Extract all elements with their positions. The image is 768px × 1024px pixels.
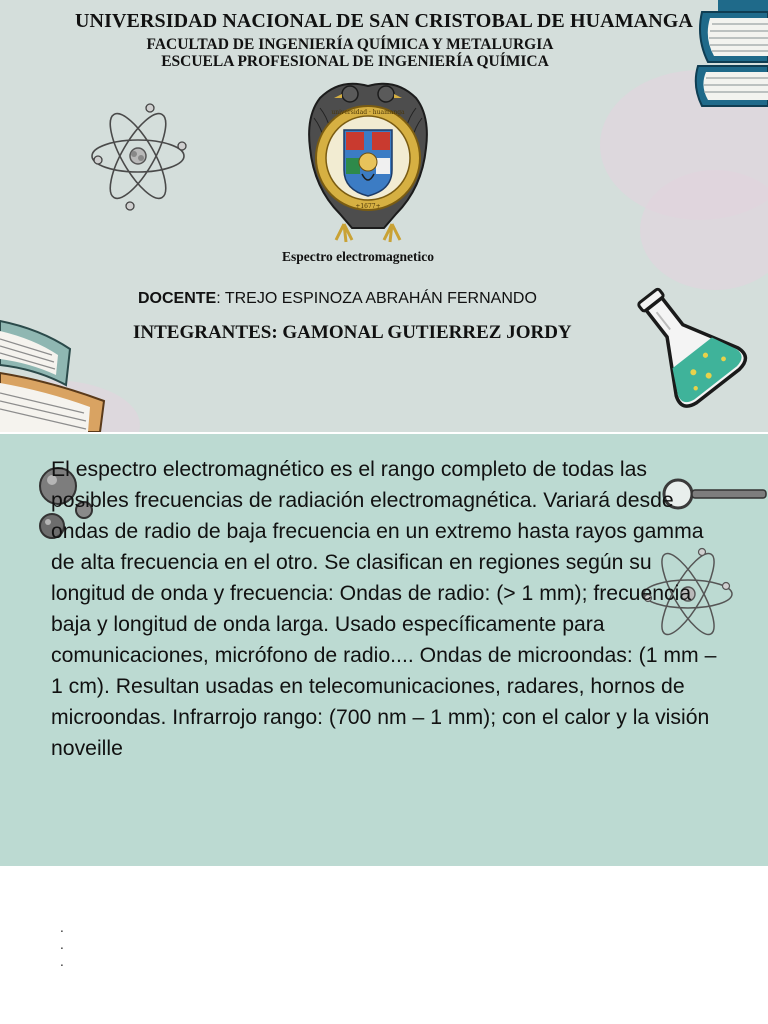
footer-dot: .: [60, 955, 64, 969]
docente-label: DOCENTE: [138, 290, 217, 307]
university-title: UNIVERSIDAD NACIONAL DE SAN CRISTOBAL DE HUAMANGA: [75, 10, 693, 32]
faculty-title: FACULTAD DE INGENIERÍA QUÍMICA Y METALURGIA: [146, 36, 554, 53]
footer-dot: .: [60, 921, 64, 935]
university-seal: [300, 78, 436, 248]
atom-icon: [90, 100, 190, 212]
body-paragraph: El espectro electromagnético es el rango completo de todas las posibles frecuencias de radiación electromagnética. Variará desde ondas de radio de baja frecuencia en un extremo hasta rayos gamma de alta frecuencia en el otro. Se clasifican en regiones según su longitud de onda y frecuencia: Ondas de radio: (> 1 mm); frecuencia baja y longitud de onda larga. Usado específicamente para comunicaciones, micrófono de radio.... Ondas de microondas: (1 mm – 1 cm). Resultan usadas en telecomunicaciones, radares, hornos de microondas. Infrarrojo rango: (700 nm – 1 mm); con el calor y la visión noveille: [51, 458, 717, 760]
seal-lettering: +1677+: [355, 203, 381, 210]
flask-icon: [622, 278, 752, 408]
footer-dots: [60, 920, 70, 971]
seal-lettering: universidad · huamanga: [331, 109, 405, 116]
books-icon: [0, 315, 110, 432]
cover-slide: [0, 0, 768, 432]
integrantes-line: INTEGRANTES: GAMONAL GUTIERREZ JORDY: [133, 322, 572, 343]
topic-title: Espectro electromagnetico: [281, 249, 435, 264]
school-title: ESCUELA PROFESIONAL DE INGENIERÍA QUÍMICA: [161, 53, 549, 70]
content-slide: [0, 434, 768, 866]
docente-line: [138, 290, 537, 308]
footer-dot: .: [60, 938, 64, 952]
docente-name: : TREJO ESPINOZA ABRAHÁN FERNANDO: [216, 290, 537, 307]
